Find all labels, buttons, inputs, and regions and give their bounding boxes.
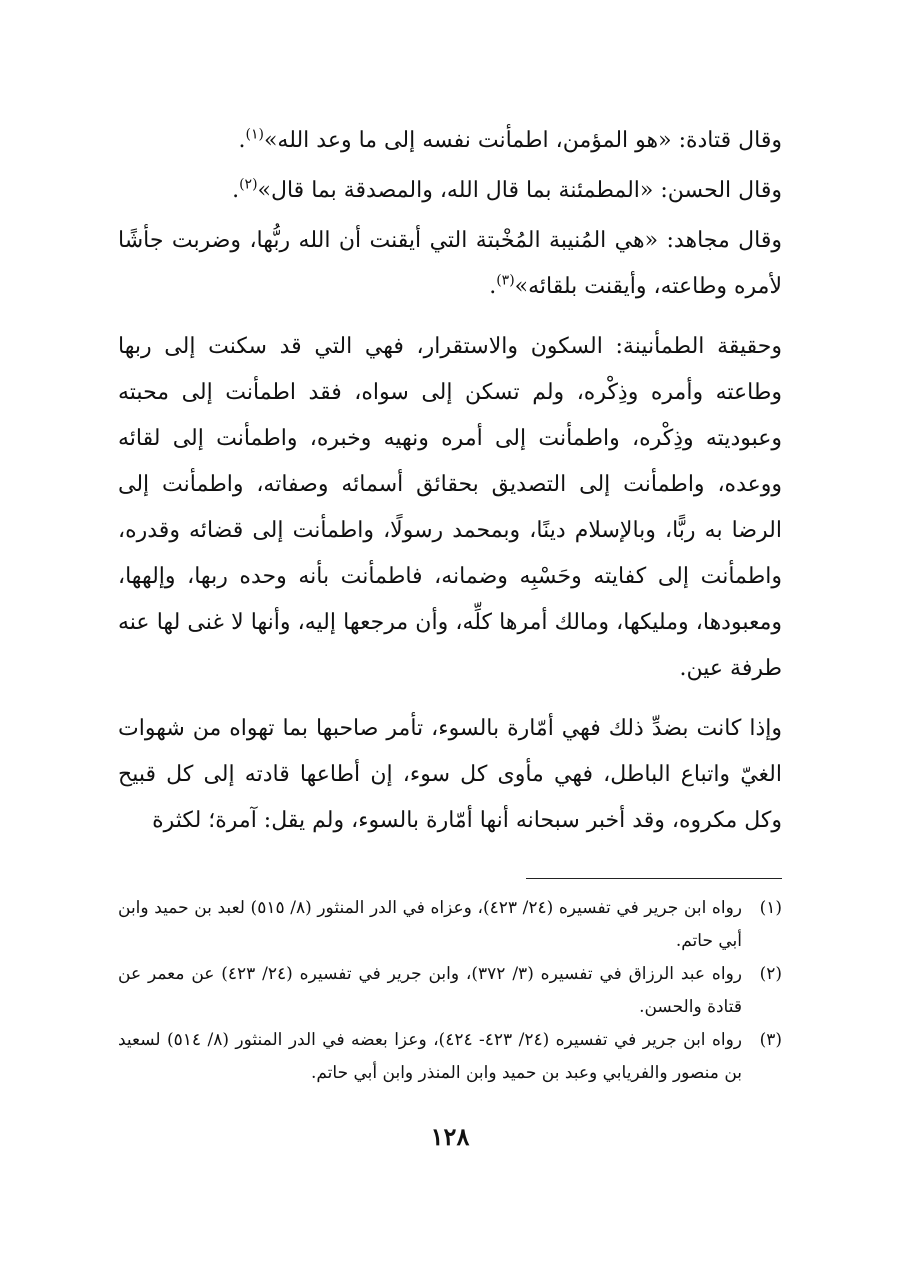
paragraph-hasan (118, 168, 782, 214)
footnote-ref-2[interactable]: (٢) (239, 176, 258, 193)
paragraph-hasan-text: وقال الحسن: «المطمئنة بما قال الله، والمصدقة بما قال» (257, 178, 782, 203)
footnote-text: رواه ابن جرير في تفسيره (٢٤/ ٤٢٣- ٤٢٤)، وعزا بعضه في الدر المنثور (٨/ ٥١٤) لسعيد بن منصور والفريابي وعبد بن حميد وابن المنذر وابن أبي حاتم. (118, 1030, 742, 1083)
footnote-3 (118, 1024, 782, 1090)
footnote-number: (١) (759, 898, 782, 918)
footnote-2 (118, 958, 782, 1024)
footnotes-section (118, 892, 782, 1090)
paragraph-qatada-text: وقال قتادة: «هو المؤمن، اطمأنت نفسه إلى ما وعد الله» (263, 128, 782, 153)
paragraph-qatada-end: . (238, 128, 246, 153)
footnote-text: رواه عبد الرزاق في تفسيره (٣/ ٣٧٢)، وابن جرير في تفسيره (٢٤/ ٤٢٣) عن معمر عن قتادة والحسن. (118, 964, 742, 1017)
paragraph-commanding-evil: وإذا كانت بضدِّ ذلك فهي أمّارة بالسوء، تأمر صاحبها بما تهواه من شهوات الغيّ واتباع الباطل، فهي مأوى كل سوء، إن أطاعها قادته إلى كل قبيح وكل مكروه، وقد أخبر سبحانه أنها أمّارة بالسوء، ولم يقل: آمرة؛ لكثرة (118, 716, 782, 833)
paragraph-qatada (118, 118, 782, 164)
footnote-number: (٣) (759, 1030, 782, 1050)
paragraph-mujahid-text: وقال مجاهد: «هي المُنيبة المُخْبتة التي أيقنت أن الله ربُّها، وضربت جأشًا لأمره وطاعته، وأيقنت بلقائه» (118, 228, 783, 299)
footnote-ref-3[interactable]: (٣) (496, 272, 515, 289)
footnote-text: رواه ابن جرير في تفسيره (٢٤/ ٤٢٣)، وعزاه في الدر المنثور (٨/ ٥١٥) لعبد بن حميد وابن أبي حاتم. (118, 898, 742, 951)
footnote-divider (526, 878, 782, 879)
footnote-1 (118, 892, 782, 958)
footnote-number: (٢) (759, 964, 782, 984)
paragraph-mujahid (118, 218, 782, 310)
paragraph-hasan-end: . (232, 178, 240, 203)
footnote-ref-1[interactable]: (١) (245, 126, 264, 143)
paragraph-tranquility: وحقيقة الطمأنينة: السكون والاستقرار، فهي التي قد سكنت إلى ربها وطاعته وأمره وذِكْره، ولم تسكن إلى سواه، فقد اطمأنت إلى محبته وعبوديته وذِكْره، واطمأنت إلى أمره ونهيه وخبره، واطمأنت إلى لقائه ووعده، واطمأنت إلى التصديق بحقائق أسمائه وصفاته، واطمأنت إلى الرضا به ربًّا، وبالإسلام دينًا، وبمحمد رسولًا، واطمأنت إلى قضائه وقدره، واطمأنت إلى كفايته وحَسْبِه وضمانه، فاطمأنت بأنه وحده ربها، وإلهها، ومعبودها، ومليكها، ومالك أمرها كلِّه، وأن مرجعها إليه، وأنها لا غنى لها عنه طرفة عين. (118, 334, 782, 681)
page-number: ١٢٨ (430, 1122, 470, 1151)
paragraph-mujahid-end: . (489, 274, 497, 299)
main-text (118, 118, 782, 844)
